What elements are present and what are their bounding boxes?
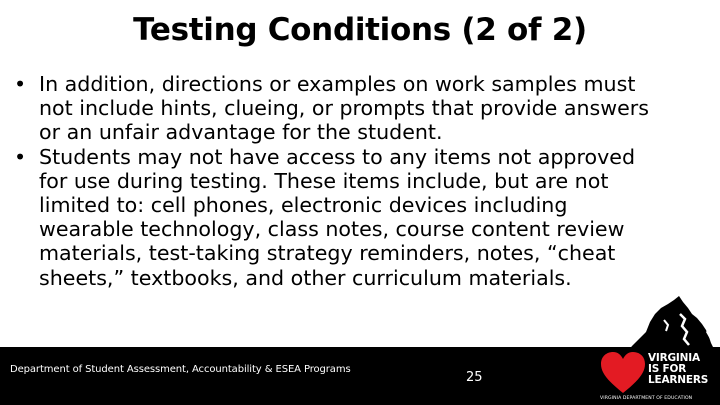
slide-title: Testing Conditions (2 of 2) xyxy=(133,12,587,48)
bullet-marker: • xyxy=(14,72,27,96)
bullet-line: not include hints, clueing, or prompts that provide answers xyxy=(39,96,649,121)
bullet-line: sheets,” textbooks, and other curriculum materials. xyxy=(39,265,572,290)
bullet-line: Students may not have access to any items not approved xyxy=(39,144,636,169)
logo-line: IS FOR xyxy=(648,363,687,375)
bullet-line: In addition, directions or examples on work samples must xyxy=(39,72,636,96)
bullet-line: or an unfair advantage for the student. xyxy=(39,120,443,145)
virginia-is-for-learners-logo xyxy=(600,351,718,405)
logo-line: LEARNERS xyxy=(648,374,709,386)
footer-organization: Department of Student Assessment, Accountability & ESEA Programs xyxy=(10,364,351,375)
logo-line: VIRGINIA xyxy=(648,352,700,364)
bullet-marker: • xyxy=(14,144,27,169)
bullet-list xyxy=(12,72,712,290)
bullet-line: wearable technology, class notes, course content review xyxy=(39,217,625,242)
heart-icon xyxy=(600,351,646,395)
page-number: 25 xyxy=(466,370,483,385)
bullet-line: for use during testing. These items include, but are not xyxy=(39,168,609,193)
bullet-item xyxy=(12,145,712,290)
bullet-item xyxy=(12,72,712,145)
bullet-line: limited to: cell phones, electronic devices including xyxy=(39,193,568,218)
bullet-line: materials, test-taking strategy reminders, notes, “cheat xyxy=(39,241,616,266)
logo-subtitle: VIRGINIA DEPARTMENT OF EDUCATION xyxy=(600,396,693,401)
